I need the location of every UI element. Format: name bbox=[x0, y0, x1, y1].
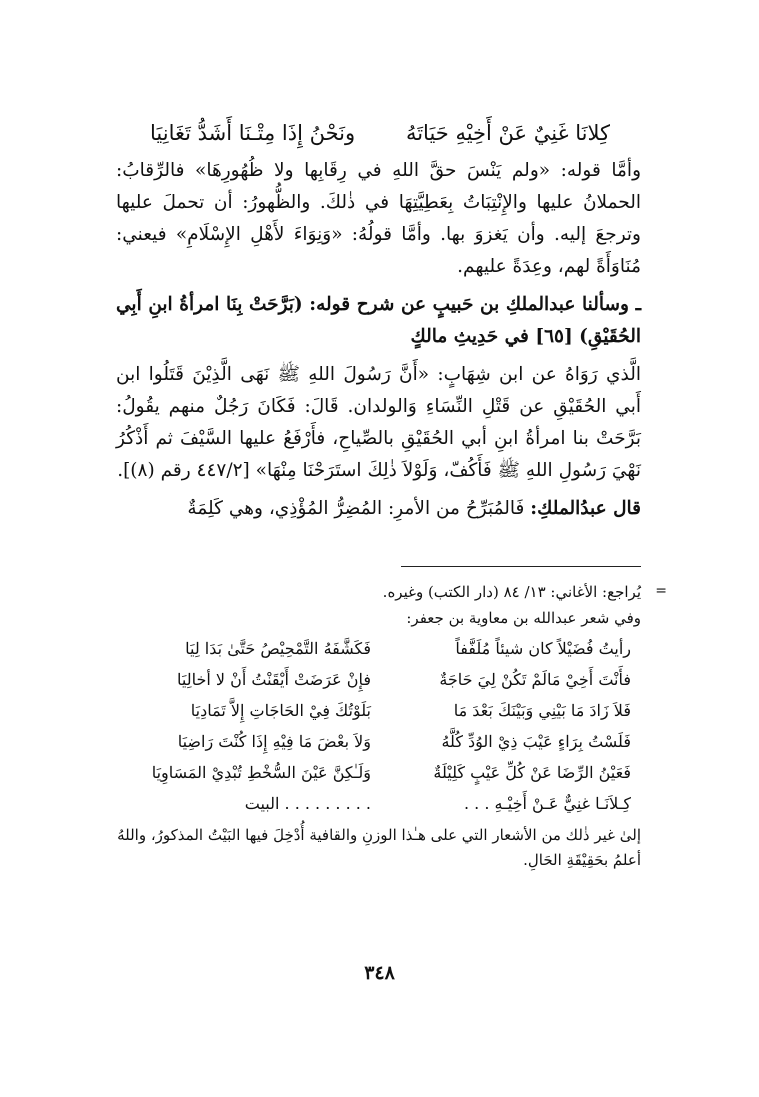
paragraph: الَّذي رَوَاهُ عن ابن شِهَابٍ: «أَنَّ رَسُولَ اللهِ ﷺ نَهَى الَّذِيْنَ قَتَلُوا ابن أَبي الحُقَيْقِ عن قَتْلِ النِّسَاءِ وَالولدان. قَالَ: فَكَانَ رَجُلٌ منهم يقُولُ: بَرَّحَتْ بنا امرأةُ ابنِ أبي الحُقَيْقِ بالصِّياحِ، فأَرْفَعُ عليها السَّيْفَ ثم أَذْكُرُ نَهْيَ رَسُولِ اللهِ ﷺ فَأَكُفّ، وَلَوْلاَ ذٰلِكَ استَرَحْنَا مِنْهَا» [٤٤٧/٢ رقم (٨)]. bbox=[116, 364, 641, 481]
poem-hemistich: فإِنْ عَرَضَتْ أَيْقَنْتُ أَنْ لا أخالِيَا bbox=[176, 670, 371, 689]
poem-hemistich: كِـلاَنَـا غنِيٌّ عَـنْ أَخِيْـهِ . . . bbox=[463, 794, 631, 813]
verse-hemistich-second: ونَحْنُ إِذَا مِتْـنَا أَشَدُّ تَغَانِيَا bbox=[150, 121, 356, 145]
footnote-reference: يُراجع: الأغاني: ١٣/ ٨٤ (دار الكتب) وغيره. bbox=[382, 583, 641, 601]
footnote bbox=[116, 579, 641, 873]
footnote-divider bbox=[401, 566, 641, 567]
poem-verse bbox=[116, 664, 641, 695]
paragraph bbox=[116, 493, 641, 525]
poem-hemistich: . . . . . . . . . البيت bbox=[244, 794, 371, 813]
poem-verse bbox=[116, 633, 641, 664]
main-text bbox=[116, 155, 641, 525]
question-paragraph: ـ وسألنا عبدالملكِ بن حَبيبٍ عن شرح قوله: (بَرَّحَتْ بِنَا امرأةُ ابنِ أَبِي الحُقَيْقِ) [٦٥] في حَدِيثِ مالكٍ bbox=[116, 294, 641, 347]
footnote-poem bbox=[116, 633, 641, 819]
poem-verse bbox=[116, 757, 641, 788]
poem-verse bbox=[116, 788, 641, 819]
poem-hemistich: فأَنْتَ أَخِيْ مَالَمْ تَكُنْ لِيَ حَاجَةٌ bbox=[439, 670, 631, 689]
poem-verse bbox=[116, 695, 641, 726]
poem-hemistich: رأيتُ فُضَيْلاً كان شيئاً مُلَفَّفاً bbox=[455, 639, 631, 658]
poem-hemistich: فَلاَ زَادَ مَا بَيْنِي وَبَيْنَكَ بَعْدَ مَا bbox=[453, 701, 631, 720]
poem-hemistich: فَعَيْنُ الرِّضَا عَنْ كُلِّ عَيْبٍ كَلِيْلَةٌ bbox=[433, 763, 631, 782]
poem-hemistich: وَلاَ بعْضَ مَا فِيْهِ إِذَا كُنْتَ رَاضِيَا bbox=[177, 732, 371, 751]
verse-hemistich-first: كِلانَا غَنِيٌ عَنْ أَخِيْهِ حَيَاتَهُ bbox=[405, 121, 610, 145]
speaker-label: قال عبدُالملكِ: bbox=[530, 498, 641, 519]
footnote-closing: إلىٰ غير ذٰلك من الأشعار التي على هـٰذا الوزنِ والقافية أُدْخِلَ فيها البَيْتُ المذكورُ، واللهُ أعلمُ بحَقِيْقَةِ الحَالِ. bbox=[117, 826, 641, 869]
paragraph-text: فَالمُبَرِّحُ من الأمرِ: المُضِرُّ المُؤْذِي، وهي كَلِمَةٌ bbox=[187, 498, 525, 519]
poem-verse bbox=[116, 726, 641, 757]
poem-hemistich: وَلَـٰكِنَّ عَيْنَ السُّخْطِ تُبْدِيْ المَسَاوِيَا bbox=[151, 763, 371, 782]
poem-hemistich: فَكَشَّفَهُ التَّمْحِيْصُ حَتَّىٰ بَدَا لِيَا bbox=[185, 639, 371, 658]
footnote-intro: وفي شعر عبدالله بن معاوية بن جعفر: bbox=[406, 609, 641, 627]
poem-hemistich: فَلَسْتُ بِرَاءٍ عَيْبَ ذِيْ الوُدِّ كُلَّهُ bbox=[441, 732, 631, 751]
page-number: ٣٤٨ bbox=[364, 962, 395, 984]
poem-hemistich: بَلَوْتُكَ فِيْ الحَاجَاتِ إِلاَّ تَمَادِيَا bbox=[190, 701, 371, 720]
footnote-continuation-marker: = bbox=[655, 583, 667, 599]
paragraph: وأمَّا قوله: «ولم يَنْسَ حقَّ اللهِ في رِقَابِها ولا ظُهُورِهَا» فالرِّقابُ: الحملانُ عليها والإِنْتِبَاتُ بِعَطِيَّتِهَا في ذٰلكَ. والظُّهورُ: أن تحملَ عليها وترجعَ إليه. وأن يَغزوَ بها. وأمَّا قولُهُ: «وَنِوَاءَ لأَهْلِ الإِسْلَامِ» فيعني: مُنَاوَأَةً لهم، وعِدَةً عليهم. bbox=[116, 160, 641, 277]
